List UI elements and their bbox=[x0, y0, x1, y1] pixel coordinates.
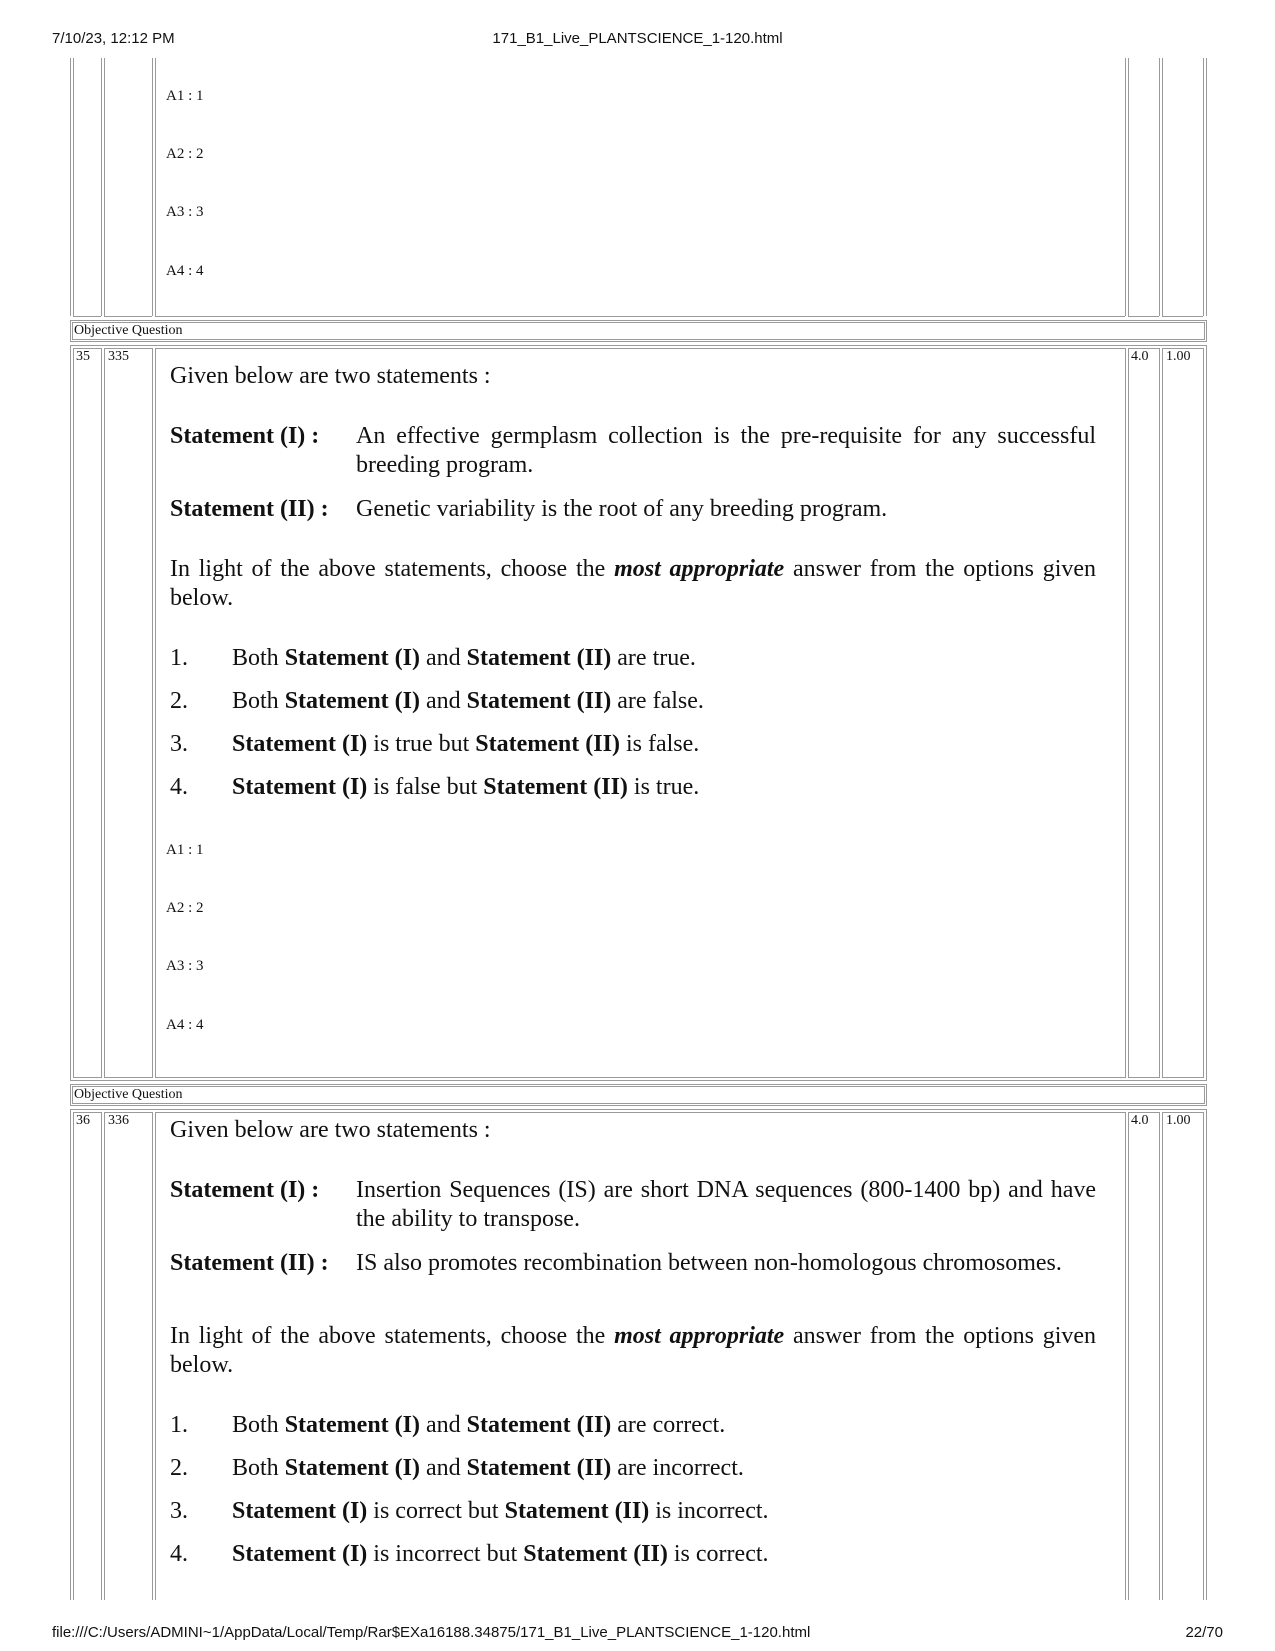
option-1: 1. Both Statement (I) and Statement (II) are correct. bbox=[170, 1412, 726, 1438]
print-datetime: 7/10/23, 12:12 PM bbox=[52, 30, 175, 47]
question-intro: Given below are two statements : bbox=[170, 1117, 491, 1143]
answer-key: A3 : 3 bbox=[166, 958, 204, 974]
question-type-label: Objective Question bbox=[74, 323, 183, 338]
option-1: 1. Both Statement (I) and Statement (II) are true. bbox=[170, 645, 696, 671]
answer-key: A4 : 4 bbox=[166, 263, 204, 279]
instruction-text: In light of the above statements, choose the most appropriate answer from the options given below. bbox=[170, 556, 1097, 611]
option-2: 2. Both Statement (I) and Statement (II) are incorrect. bbox=[170, 1455, 744, 1481]
option-4: 4. Statement (I) is incorrect but Statement (II) is correct. bbox=[170, 1541, 769, 1567]
question-marks: 4.0 bbox=[1131, 1113, 1149, 1128]
file-path: file:///C:/Users/ADMINI~1/AppData/Local/Temp/Rar$EXa16188.34875/171_B1_Live_PLANTSCIENCE_1-120.html bbox=[52, 1624, 811, 1641]
answer-key: A1 : 1 bbox=[166, 842, 204, 858]
answer-key: A2 : 2 bbox=[166, 900, 204, 916]
statement-1-text: Insertion Sequences (IS) are short DNA sequences (800-1400 bp) and have the ability to transpose. bbox=[356, 1177, 1096, 1232]
question-intro: Given below are two statements : bbox=[170, 363, 491, 389]
document-title: 171_B1_Live_PLANTSCIENCE_1-120.html bbox=[492, 30, 783, 47]
question-serial: 36 bbox=[76, 1113, 90, 1128]
instruction-text: In light of the above statements, choose the most appropriate answer from the options given below. bbox=[170, 1323, 1097, 1378]
question-marks: 4.0 bbox=[1131, 349, 1149, 364]
answer-key: A1 : 1 bbox=[166, 88, 204, 104]
print-footer bbox=[52, 1624, 1223, 1646]
page-indicator: 22/70 bbox=[1185, 1624, 1223, 1641]
statement-2-label: Statement (II) : bbox=[170, 1250, 329, 1276]
option-4: 4. Statement (I) is false but Statement (II) is true. bbox=[170, 774, 700, 800]
statement-1-text: An effective germplasm collection is the pre-requisite for any successful breeding program. bbox=[356, 423, 1096, 478]
question-serial: 35 bbox=[76, 349, 90, 364]
answer-key: A4 : 4 bbox=[166, 1017, 204, 1033]
question-negative-marks: 1.00 bbox=[1166, 1113, 1191, 1128]
statement-1-label: Statement (I) : bbox=[170, 423, 320, 449]
statement-2-text: Genetic variability is the root of any breeding program. bbox=[356, 496, 888, 522]
option-3: 3. Statement (I) is correct but Statement (II) is incorrect. bbox=[170, 1498, 769, 1524]
print-header bbox=[52, 30, 1223, 52]
question-id: 335 bbox=[108, 349, 129, 364]
statement-2-label: Statement (II) : bbox=[170, 496, 329, 522]
answer-key: A3 : 3 bbox=[166, 204, 204, 220]
question-type-label: Objective Question bbox=[74, 1087, 183, 1102]
statement-2-text: IS also promotes recombination between non-homologous chromosomes. bbox=[356, 1250, 1062, 1276]
option-3: 3. Statement (I) is true but Statement (II) is false. bbox=[170, 731, 700, 757]
answer-key: A2 : 2 bbox=[166, 146, 204, 162]
option-2: 2. Both Statement (I) and Statement (II) are false. bbox=[170, 688, 704, 714]
question-id: 336 bbox=[108, 1113, 129, 1128]
statement-1-label: Statement (I) : bbox=[170, 1177, 320, 1203]
question-negative-marks: 1.00 bbox=[1166, 349, 1191, 364]
